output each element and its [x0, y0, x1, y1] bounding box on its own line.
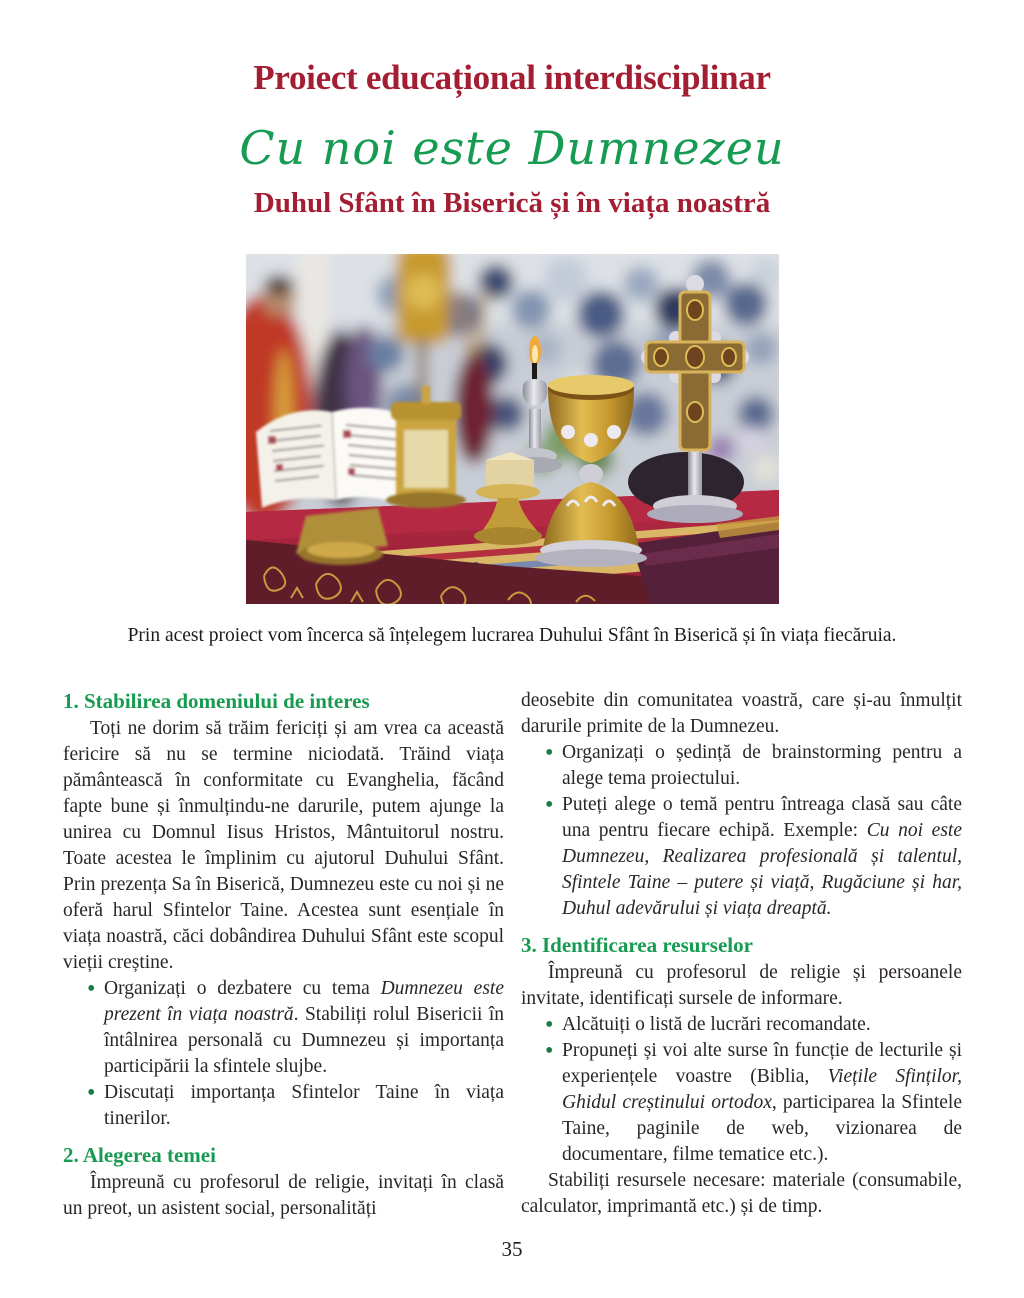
list-item: • Organizați o ședință de brainstorming pentru a alege tema proiectului.	[562, 740, 962, 792]
list-item-italic: Dumnezeu este prezent în viața noastră	[104, 978, 504, 1025]
left-column	[63, 688, 504, 1222]
section-2-heading: 2. Alegerea temei	[63, 1143, 216, 1167]
page-title: Proiect educațional interdisciplinar	[253, 58, 771, 97]
section-3-list	[521, 1012, 962, 1168]
two-column-text	[63, 688, 962, 1222]
section-2-list	[521, 740, 962, 922]
altar-photo-illustration	[246, 254, 779, 604]
section-3-paragraph-2: Stabiliți resursele necesare: materiale (consumabile, calculator, imprimantă etc.) și de timp.	[521, 1170, 962, 1217]
list-item-text: Organizați o dezbatere cu tema	[104, 978, 381, 999]
list-item-text: Propuneți și voi alte surse în funcție de lecturile și experiențele voastre (Biblia,	[562, 1040, 962, 1087]
list-item	[562, 792, 962, 922]
photo-caption: Prin acest proiect vom încerca să înțelegem lucrarea Duhului Sfânt în Biserică și în viața fiecăruia.	[127, 625, 897, 646]
gold-casket	[386, 386, 466, 508]
project-motto: Cu noi este Dumnezeu	[239, 121, 785, 175]
section-2-paragraph-right: deosebite din comunitatea voastră, care și-au înmulțit darurile primite de la Dumnezeu.	[521, 690, 962, 737]
altar-photo	[246, 254, 779, 604]
list-item	[104, 976, 504, 1080]
list-item: • Discutați importanța Sfintelor Taine în viața tinerilor.	[104, 1080, 504, 1132]
list-item-italic: Viețile Sfinților, Ghidul creștinului ortodox	[562, 1066, 962, 1113]
list-item-text: , participarea la Sfintele Taine, paginile de web, vizionarea de documentare, filme tematice etc.).	[562, 1092, 962, 1165]
list-item-italic: Cu noi este Dumnezeu, Realizarea profesională și talentul, Sfintele Taine – putere și viață, Rugăciune și har, Duhul adevărului și viața dreaptă.	[562, 820, 962, 919]
section-3-paragraph: Împreună cu profesorul de religie și persoanele invitate, identificați sursele de informare.	[521, 962, 962, 1009]
page-subtitle: Duhul Sfânt în Biserică și în viața noastră	[253, 187, 771, 219]
section-2-paragraph-left: Împreună cu profesorul de religie, invitați în clasă un preot, un asistent social, personalități	[63, 1172, 504, 1219]
section-1-paragraph: Toți ne dorim să trăim fericiți și am vrea ca această fericire să nu se termine niciodată. Trăind viața pământească în conformitate cu Evanghelia, făcând fapte bune și înmulțindu-ne darurile, putem ajunge la unirea cu Domnul Iisus Hristos, Mântuitorul nostru. Toate acestea le împlinim cu ajutorul Duhului Sfânt. Prin prezența Sa în Biserică, Dumnezeu este cu noi și ne oferă harul Sfintelor Taine. Acestea sunt esențiale în viața noastră, căci dobândirea Duhului Sfânt este scopul vieții creștine.	[63, 718, 504, 973]
page-number: 35	[501, 1237, 523, 1261]
list-item-text: . Stabiliți rolul Bisericii în întâlnirea personală cu Dumnezeu și importanța participării la sfintele slujbe.	[104, 1004, 505, 1077]
section-1-heading: 1. Stabilirea domeniului de interes	[63, 689, 370, 713]
list-item: • Alcătuiți o listă de lucrări recomandate.	[562, 1012, 962, 1038]
right-column	[521, 688, 962, 1222]
list-item	[562, 1038, 962, 1168]
section-1-list	[63, 976, 504, 1132]
list-item-text: Puteți alege o temă pentru întreaga clasă sau câte una pentru fiecare echipă. Exemple:	[562, 794, 962, 841]
section-3-heading: 3. Identificarea resurselor	[521, 933, 753, 957]
